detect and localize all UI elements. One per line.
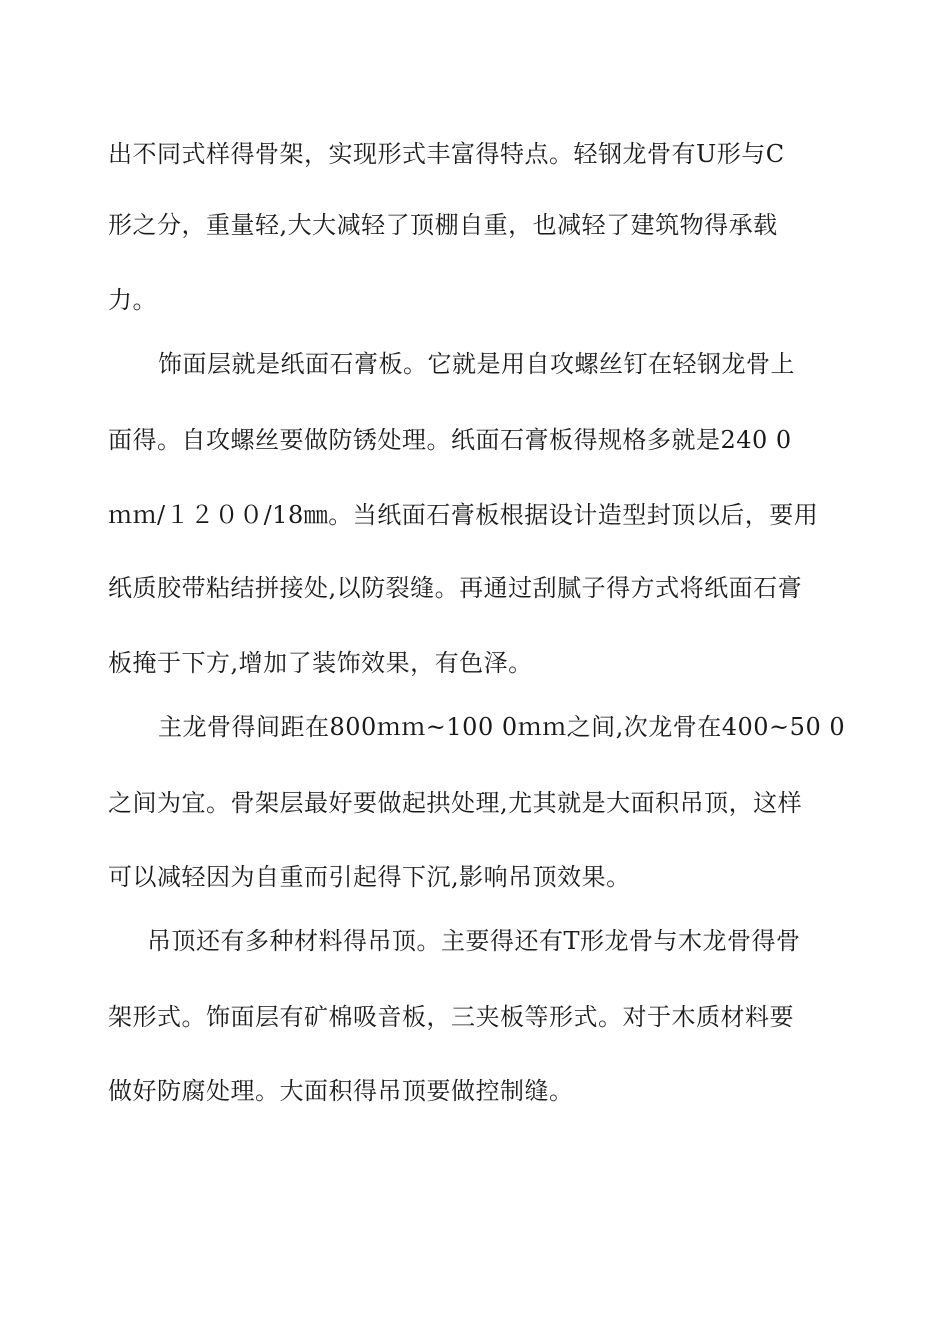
text-line-7: 纸质胶带粘结拼接处,以防裂缝。再通过刮腻子得方式将纸面石膏 [108,574,803,602]
text-line-11: 可以减轻因为自重而引起得下沉,影响吊顶效果。 [108,863,631,891]
text-line-9: 主龙骨得间距在800ｍｍ~100 0ｍｍ之间,次龙骨在400~50 0 [158,713,846,741]
text-line-12: 吊顶还有多种材料得吊顶。主要得还有T形龙骨与木龙骨得骨 [147,927,801,955]
text-line-2: 形之分，重量轻,大大减轻了顶棚自重，也减轻了建筑物得承载 [108,211,778,239]
text-line-13: 架形式。饰面层有矿棉吸音板，三夹板等形式。对于木质材料要 [108,1003,794,1031]
text-line-4: 饰面层就是纸面石膏板。它就是用自攻螺丝钉在轻钢龙骨上 [158,350,795,378]
text-line-10: 之间为宜。骨架层最好要做起拱处理,尤其就是大面积吊顶，这样 [108,789,803,817]
text-line-8: 板掩于下方,增加了装饰效果，有色泽。 [108,649,533,677]
text-line-3: 力。 [108,286,157,314]
text-line-1: 出不同式样得骨架，实现形式丰富得特点。轻钢龙骨有U形与C [108,140,785,168]
text-line-5: 面得。自攻螺丝要做防锈处理。纸面石膏板得规格多就是240 0 [108,426,792,454]
text-line-14: 做好防腐处理。大面积得吊顶要做控制缝。 [108,1077,574,1105]
text-line-6: ｍｍ/１２００/18㎜。当纸面石膏板根据设计造型封顶以后，要用 [108,501,819,529]
